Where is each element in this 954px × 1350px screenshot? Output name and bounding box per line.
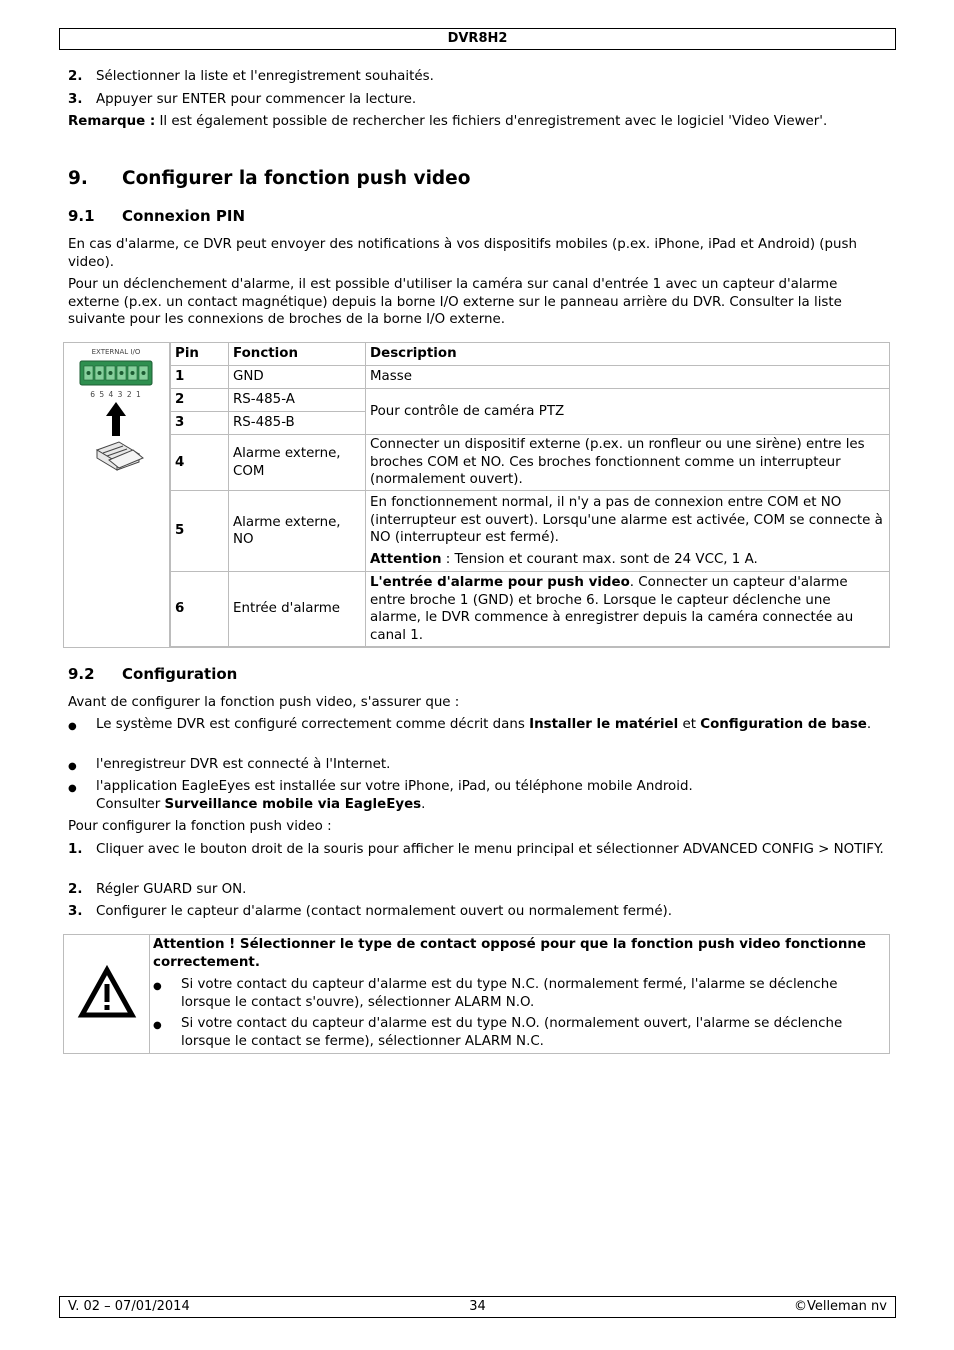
remark-label: Remarque :: [68, 114, 156, 129]
table-row: [171, 572, 890, 647]
warning-title: Attention ! Sélectionner le type de contact opposé pour que la fonction push video fonctionne correctement.: [153, 937, 866, 970]
bullet-icon: ●: [68, 721, 77, 732]
list-item-text: et: [678, 717, 701, 732]
paragraph: Pour un déclenchement d'alarme, il est possible d'utiliser la caméra sur canal d'entrée 1 avec un capteur d'alarme externe (p.ex. un contact magnétique) depuis la borne I/O externe sur le panneau arrière du DVR. Consulter la liste suivante pour les connexions de broches de la borne I/O externe.: [68, 277, 842, 327]
function-cell: Entrée d'alarme: [229, 572, 366, 647]
remark: [68, 113, 888, 131]
subsection-number: 9.1: [68, 207, 95, 225]
bullet-icon: ●: [153, 1020, 162, 1031]
warning-icon-cell: [64, 935, 150, 1053]
terminal-block-illustration: [63, 342, 169, 482]
paragraph: Avant de configurer la fonction push video, s'assurer que :: [68, 695, 460, 710]
document-footer: [59, 1296, 896, 1318]
attention-text: : Tension et courant max. sont de 24 VCC, 1 A.: [441, 551, 758, 567]
step-number: 3.: [68, 904, 83, 919]
function-cell: RS-485-A: [229, 389, 366, 412]
subsection-title: Connexion PIN: [122, 207, 245, 225]
step-text: Cliquer avec le bouton droit de la souris pour afficher le menu principal et sélectionner ADVANCED CONFIG > NOTIFY.: [96, 842, 884, 857]
list-item-bold: Configuration de base: [700, 717, 867, 732]
paragraph: En cas d'alarme, ce DVR peut envoyer des notifications à vos dispositifs mobiles (p.ex. iPhone, iPad et Android) (push video).: [68, 237, 857, 270]
warning-item: Si votre contact du capteur d'alarme est du type N.O. (normalement ouvert, l'alarme se déclenche lorsque le contact se ferme), sélectionner ALARM N.C.: [181, 1016, 843, 1049]
warning-box: [63, 934, 890, 1054]
pin-cell: 2: [171, 389, 229, 412]
table-row: [171, 366, 890, 389]
function-cell: GND: [229, 366, 366, 389]
magnetic-contact-sensor-icon: [97, 442, 143, 470]
attention-label: Attention: [370, 551, 442, 567]
list-item-text: .: [866, 717, 872, 732]
version-label: V. 02 – 07/01/2014: [68, 1299, 190, 1314]
step-text: Configurer le capteur d'alarme (contact normalement ouvert ou normalement fermé).: [96, 904, 673, 919]
subsection-heading: [68, 206, 245, 226]
pin-cell: 1: [171, 366, 229, 389]
column-header: Fonction: [229, 343, 366, 366]
document-header: DVR8H2: [59, 28, 896, 50]
list-item: [96, 716, 888, 734]
warning-list: [153, 971, 881, 1051]
warning-item: Si votre contact du capteur d'alarme est du type N.C. (normalement fermé, l'alarme se déclenche lorsque le contact s'ouvre), sélectionner ALARM N.O.: [181, 977, 838, 1010]
external-io-figure: [63, 342, 170, 648]
description-cell: Masse: [366, 366, 890, 389]
arrow-up-icon: [106, 402, 126, 436]
subsection-heading: [68, 664, 237, 684]
list-item-bold: Surveillance mobile via EagleEyes: [164, 796, 422, 812]
list-item-text: l'application EagleEyes est installée sur votre iPhone, iPad, ou téléphone mobile Android.: [96, 779, 693, 794]
function-cell: RS-485-B: [229, 412, 366, 435]
step-number: 3.: [68, 92, 83, 107]
pin-cell: 4: [171, 435, 229, 491]
list-item-text: .: [421, 796, 426, 812]
bullet-icon: ●: [68, 761, 77, 772]
table-header-row: [171, 343, 890, 366]
copyright: ©Velleman nv: [793, 1299, 887, 1314]
step-number: 2.: [68, 69, 83, 84]
description-cell: Pour contrôle de caméra PTZ: [366, 389, 890, 435]
pin-number-strip: 6 5 4 3 2 1: [90, 390, 142, 399]
step-number: 2.: [68, 882, 83, 897]
step-text: Appuyer sur ENTER pour commencer la lecture.: [96, 92, 417, 107]
list-item: [96, 778, 884, 813]
list-item-text: Consulter: [96, 796, 165, 812]
subsection-title: Configuration: [122, 665, 238, 683]
list-item-bold: Installer le matériel: [529, 717, 679, 732]
description-text: En fonctionnement normal, il n'y a pas de connexion entre COM et NO (interrupteur est ouvert). Lorsqu'une alarme est activée, COM se connecte à NO (interrupteur est fermé).: [370, 495, 883, 545]
description-cell: [366, 572, 890, 647]
description-cell: Connecter un dispositif externe (p.ex. un ronfleur ou une sirène) entre les broches COM et NO. Ces broches fonctionnent comme un interrupteur (normalement ouvert).: [366, 435, 890, 491]
step-text: Sélectionner la liste et l'enregistrement souhaités.: [96, 69, 434, 84]
section-number: 9.: [68, 168, 88, 189]
list-item: l'enregistreur DVR est connecté à l'Internet.: [96, 757, 391, 772]
subsection-number: 9.2: [68, 665, 95, 683]
table-row: [171, 491, 890, 572]
pin-table: [170, 342, 890, 647]
bullet-icon: ●: [153, 981, 162, 992]
description-cell: [366, 491, 890, 572]
external-io-label: EXTERNAL I/O: [91, 348, 141, 356]
list-item-text: Le système DVR est configuré correctement comme décrit dans: [96, 717, 530, 732]
bullet-icon: ●: [68, 783, 77, 794]
paragraph: Pour configurer la fonction push video :: [68, 819, 332, 834]
warning-triangle-icon: [64, 935, 149, 1053]
pin-cell: 5: [171, 491, 229, 572]
column-header: Description: [366, 343, 890, 366]
description-bold: L'entrée d'alarme pour push video: [370, 575, 630, 590]
table-row: [171, 435, 890, 491]
warning-content: [153, 936, 881, 1051]
section-title: Configurer la fonction push video: [122, 168, 471, 189]
remark-text: Il est également possible de rechercher les fichiers d'enregistrement avec le logiciel 'Video Viewer'.: [155, 114, 828, 129]
column-header: Pin: [171, 343, 229, 366]
function-cell: Alarme externe, NO: [229, 491, 366, 572]
table-row: [171, 389, 890, 412]
section-heading: [68, 167, 470, 191]
step-text: Régler GUARD sur ON.: [96, 882, 247, 897]
pin-cell: 3: [171, 412, 229, 435]
attention-note: [370, 551, 885, 569]
page-number: 34: [469, 1299, 486, 1314]
step-number: 1.: [68, 842, 83, 857]
description-text: . Connecter un capteur d'alarme entre broche 1 (GND) et broche 6. Lorsque le capteur déclenche une alarme, le DVR commence à enregistrer depuis la caméra connectée au canal 1.: [370, 575, 854, 643]
pin-cell: 6: [171, 572, 229, 647]
function-cell: Alarme externe, COM: [229, 435, 366, 491]
